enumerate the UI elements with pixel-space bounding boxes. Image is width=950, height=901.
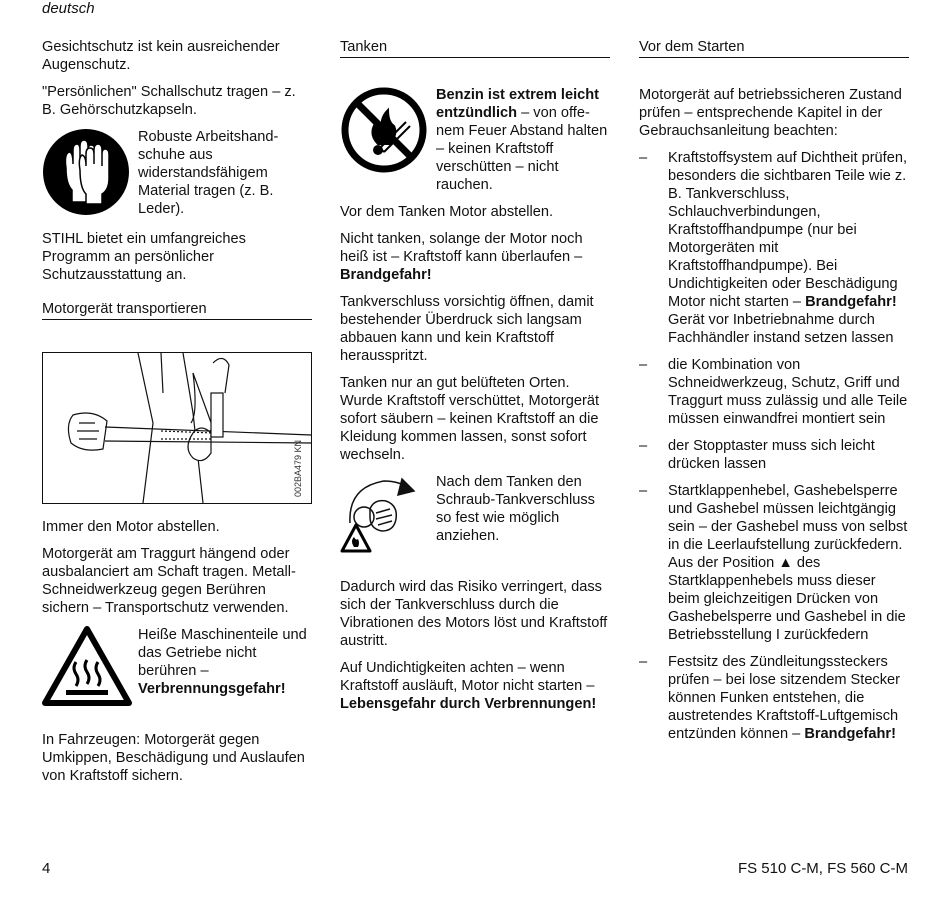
checklist — [639, 149, 909, 743]
paragraph: Tanken nur an gut belüfteten Orten. Wurde Kraftstoff verschüttet, Motorgerät sofort säubern – keinen Kraftstoff an die Kleidung kommen lassen, sonst sofort wechseln. — [340, 375, 600, 463]
paragraph: Vor dem Tanken Motor abstellen. — [340, 204, 554, 220]
paragraph: Gesichtschutz ist kein ausreichender Augenschutz. — [42, 39, 280, 73]
carrying-trimmer-illustration — [43, 353, 311, 503]
fire-warning: Benzin ist extrem leicht entzündlich — [436, 87, 600, 121]
tanken-heading: Tanken — [340, 38, 610, 58]
paragraph: Nicht tanken, solange der Motor noch heiß ist – Kraftstoff kann überlaufen – — [340, 231, 583, 265]
hot-parts-block — [42, 626, 312, 711]
hot-text: Heiße Maschinenteile und das Getriebe nicht berühren – — [138, 627, 307, 679]
paragraph: STIHL bietet ein umfangreiches Programm an persönlicher Schutzausstattung an. — [42, 231, 246, 283]
paragraph: Motorgerät auf betriebssicheren Zustand prüfen – entsprechende Kapitel in der Gebrauchsanleitung beachten: — [639, 87, 902, 139]
paragraph: Tankverschluss vorsichtig öffnen, damit bestehender Überdruck sich langsam abbauen kann und kein Kraftstoff herausspritzt. — [340, 294, 594, 364]
tank-cap-block — [340, 473, 610, 558]
paragraph: In Fahrzeugen: Motorgerät gegen Umkippen, Beschädigung und Auslaufen von Kraftstoff sichern. — [42, 732, 305, 784]
column-1 — [42, 38, 312, 794]
model-name: FS 510 C-M, FS 560 C-M — [737, 860, 908, 877]
life-danger-warning: Lebensgefahr durch Verbrennungen! — [340, 696, 597, 712]
gloves-block — [42, 128, 312, 221]
figure-code: 002BA479 KN — [293, 439, 303, 497]
gloves-icon — [42, 128, 130, 216]
fire-text: – von offenem Feuer Abstand halten – keinen Kraftstoff verschütten – nicht rauchen. — [436, 105, 608, 193]
paragraph: "Persönlichen" Schallschutz tragen – z. B. Gehörschutzkapseln. — [42, 84, 296, 118]
list-item: – der Stopptaster muss sich leicht drücken lassen — [639, 438, 875, 472]
header-language: deutsch — [42, 0, 95, 17]
paragraph: Auf Undichtigkeiten achten – wenn Kraftstoff ausläuft, Motor nicht starten – — [340, 660, 595, 694]
column-3 — [639, 38, 909, 752]
paragraph: Motorgerät am Traggurt hängend oder ausbalanciert am Schaft tragen. Metall-Schneidwerkzeug gegen Berühren sichern – Transportschutz verwenden. — [42, 546, 296, 616]
paragraph: Dadurch wird das Risiko verringert, dass sich der Tankverschluss durch die Vibrationen des Motors löst und Kraftstoff austritt. — [340, 579, 608, 649]
paragraph: Immer den Motor abstellen. — [42, 519, 220, 535]
list-item: – die Kombination von Schneidwerkzeug, Schutz, Griff und Traggurt muss zulässig und alle Teile müssen einwandfrei montiert sein — [639, 357, 908, 427]
fire-hazard: Brandgefahr! — [340, 267, 432, 283]
list-item: – Festsitz des Zündleitungssteckers prüfen – bei lose sitzendem Stecker können Funken entstehen, die austretendes Kraftstoff-Luftgemisch entzünden können – Brandgefahr! — [639, 654, 901, 742]
column-2 — [340, 38, 610, 722]
hot-warning: Verbrennungsgefahr! — [138, 681, 286, 697]
transport-heading: Motorgerät transportieren — [42, 300, 312, 320]
no-open-flame-icon — [340, 86, 428, 174]
list-item: – Kraftstoffsystem auf Dichtheit prüfen, besonders die sichtbaren Teile wie z. B. Tankverschluss, Schlauchverbindungen, Kraftstoffhandpumpe (nur bei Motorgeräten mit Kraftstoffhandpumpe). Bei Undichtigkeiten oder Beschädigung Motor nicht starten – Brandgefahr! Gerät vor Inbetriebnahme durch Fachhändler instand setzen lassen — [639, 150, 908, 346]
gloves-text: Robuste Arbeitshandschuhe aus widerstandsfähigem Material tragen (z. B. Leder). — [138, 129, 279, 217]
no-fire-block — [340, 86, 610, 194]
hot-surface-warning-icon — [42, 626, 132, 706]
tighten-tank-cap-icon — [340, 473, 430, 553]
page-number: 4 — [42, 860, 51, 877]
list-item: – Startklappenhebel, Gashebelsperre und Gashebel müssen leichtgängig sein – der Gashebel muss von selbst in die Leerlaufstellung zurückfedern. Aus der Position ▲ des Startklappenhebels muss dieser beim gleichzeitigen Drücken von Gashebelsperre und Gashebel in die Betriebsstellung I zurückfedern — [639, 483, 908, 643]
vor-dem-starten-heading: Vor dem Starten — [639, 38, 909, 58]
tank-cap-text: Nach dem Tanken den Schraub-Tankverschluss so fest wie möglich anziehen. — [436, 474, 595, 544]
transport-figure — [42, 352, 312, 504]
